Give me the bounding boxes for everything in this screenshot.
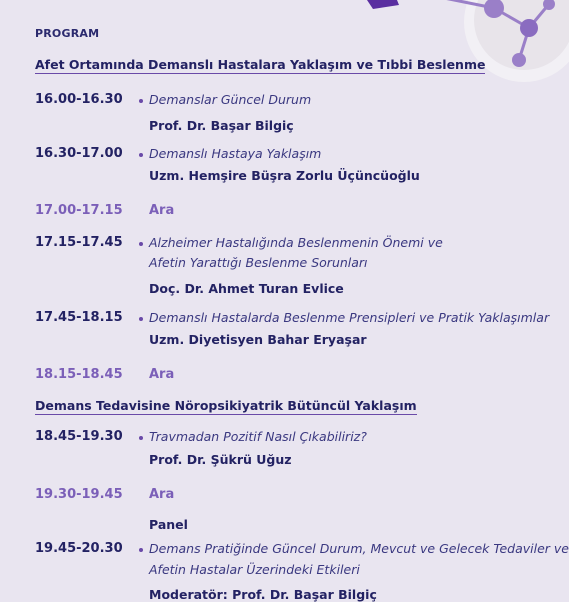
session-time: 16.30-17.00	[35, 146, 123, 161]
break-time: 19.30-19.45	[35, 487, 123, 502]
talk-title: Demanslı Hastaya Yaklaşım	[149, 146, 322, 161]
bullet-icon	[139, 99, 143, 103]
bullet-icon	[139, 317, 143, 321]
speaker-name: Doç. Dr. Ahmet Turan Evlice	[149, 281, 344, 296]
session-time: 17.45-18.15	[35, 310, 123, 325]
break-time: 17.00-17.15	[35, 203, 123, 218]
section-title-2: Demans Tedavisine Nöropsikiyatrik Bütüncül Yaklaşım	[35, 398, 417, 413]
section-title-1: Afet Ortamında Demanslı Hastalara Yaklaşım ve Tıbbi Beslenme	[35, 57, 486, 72]
talk-title-line-2: Afetin Hastalar Üzerindeki Etkileri	[149, 562, 360, 577]
session-time: 19.45-20.30	[35, 541, 123, 556]
bullet-icon	[139, 548, 143, 552]
break-time: 18.15-18.45	[35, 367, 123, 382]
session-time: 18.45-19.30	[35, 429, 123, 444]
session-time: 17.15-17.45	[35, 235, 123, 250]
speaker-name: Prof. Dr. Şükrü Uğuz	[149, 452, 292, 467]
talk-title: Travmadan Pozitif Nasıl Çıkabiliriz?	[149, 429, 367, 444]
moderator-name: Moderatör: Prof. Dr. Başar Bilgiç	[149, 587, 377, 602]
break-label: Ara	[149, 203, 175, 218]
molecule-decoration	[329, 0, 569, 90]
talk-title: Demans Pratiğinde Güncel Durum, Mevcut ve Gelecek Tedaviler ve	[149, 541, 569, 556]
bullet-icon	[139, 436, 143, 440]
break-label: Ara	[149, 367, 175, 382]
session-time: 16.00-16.30	[35, 92, 123, 107]
program-label: PROGRAM	[35, 27, 100, 40]
talk-title: Alzheimer Hastalığında Beslenmenin Önemi ve	[149, 235, 443, 250]
speaker-name: Prof. Dr. Başar Bilgiç	[149, 118, 294, 133]
talk-title: Demanslı Hastalarda Beslenme Prensipleri ve Pratik Yaklaşımlar	[149, 310, 550, 325]
panel-label: Panel	[149, 517, 188, 532]
bullet-icon	[139, 242, 143, 246]
bullet-icon	[139, 153, 143, 157]
speaker-name: Uzm. Hemşire Büşra Zorlu Üçüncüoğlu	[149, 168, 420, 183]
speaker-name: Uzm. Diyetisyen Bahar Eryaşar	[149, 332, 367, 347]
talk-title-line-2: Afetin Yarattığı Beslenme Sorunları	[149, 255, 368, 270]
break-label: Ara	[149, 487, 175, 502]
talk-title: Demanslar Güncel Durum	[149, 92, 312, 107]
